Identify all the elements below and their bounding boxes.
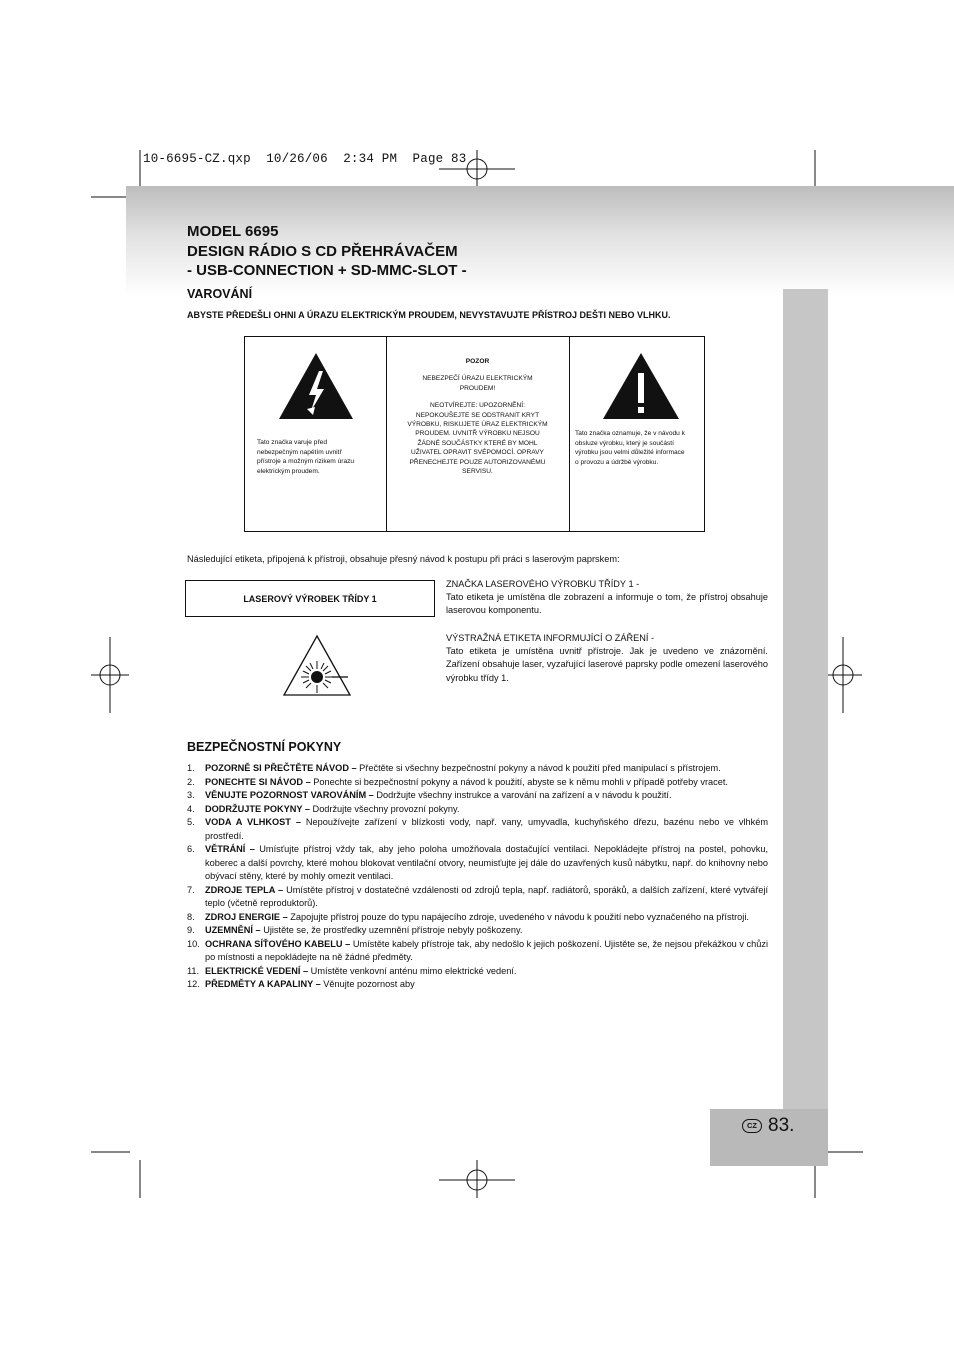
list-item: 9. UZEMNĚNÍ – Ujistěte se, že prostředky uzemnění přístroje nebyly poškozeny. bbox=[187, 925, 523, 935]
list-item: 7. ZDROJE TEPLA – Umístěte přístroj v dostatečné vzdálenosti od zdrojů tepla, např. radiátorů, sporáků, a dalších zařízení, které vytvářejí teplo (včetně reproduktorů). bbox=[187, 884, 768, 908]
list-item: 2. PONECHTE SI NÁVOD – Ponechte si bezpečnostní pokyny a návod k použití, abyste se k němu mohli v případě potřeby vracet. bbox=[187, 776, 728, 787]
warning-table bbox=[244, 336, 705, 532]
page-title bbox=[187, 222, 467, 281]
laser-label-2-body: Tato etiketa je umístěna uvnitř přístroje. Jak je uvedeno ve znázornění. Zařízení obsahuje laser, vyzařující laserové paprsky podle omezení laserového výrobku třídy 1. bbox=[446, 646, 768, 683]
laser-label-2-title: VÝSTRAŽNÁ ETIKETA INFORMUJÍCÍ O ZÁŘENÍ - bbox=[446, 633, 655, 643]
center-warning-text: POZOR NEBEZPEČÍ ÚRAZU ELEKTRICKÝM PROUDEM! NEOTVÍREJTE: UPOZORNĚNÍ: NEPOKOUŠEJTE SE ODSTRANIT KRYT VÝROBKU, RISKUJETE ÚRAZ ELEKTRICKÝM PROUDEM. UVNITŘ VÝROBKU NEJSOU ŽÁDNÉ SOUČÁSTKY KTERÉ BY MOHL UŽIVATEL OPRAVIT SVÉPOMOCÍ. OPRAVY PŘENECHEJTE POUZE AUTORIZOVANÉMU SERVISU. bbox=[386, 357, 569, 484]
left-warning-text: Tato značka varuje před nebezpečným napětím uvnitř přístroje a možným rizikem úrazu elektrickým proudem. bbox=[257, 439, 355, 475]
list-item: 8. ZDROJ ENERGIE – Zapojujte přístroj pouze do typu napájecího zdroje, uvedeného v návodu k použití nebo vyznačeného na přístroji. bbox=[187, 911, 749, 922]
page-number bbox=[742, 1115, 794, 1137]
list-item: 5. VODA A VLHKOST – Nepoužívejte zařízení v blízkosti vody, např. vany, umyvadla, kuchyňského dřezu, bazénu nebo ve vlhkém prostředí. bbox=[187, 817, 768, 841]
laser-label-1-text bbox=[446, 578, 768, 618]
laser-label-1-title: ZNAČKA LASEROVÉHO VÝROBKU TŘÍDY 1 - bbox=[446, 579, 640, 589]
center-title: POZOR bbox=[465, 358, 490, 365]
safety-list bbox=[187, 762, 768, 992]
title-product: DESIGN RÁDIO S CD PŘEHRÁVAČEM bbox=[187, 242, 458, 260]
list-item: 6. VĚTRÁNÍ – Umísťujte přístroj vždy tak, aby jeho poloha umožňovala dostačující ventilaci. Nepokládejte přístroj na postel, pohovku, koberec a další povrchy, které mohou blokovat ventilační otvory, neumisťujte jej dále do uzavřených kusů nábytku, např. do knihovny nebo obývací stěny, které by mohly omezit ventilaci. bbox=[187, 844, 768, 881]
title-features: - USB-CONNECTION + SD-MMC-SLOT - bbox=[187, 262, 467, 279]
lightning-warning-icon bbox=[277, 351, 355, 421]
exclamation-warning-icon bbox=[601, 351, 681, 421]
print-slug: 10-6695-CZ.qxp 10/26/06 2:34 PM Page 83 bbox=[143, 152, 467, 166]
laser-label-2-text bbox=[446, 632, 768, 685]
laser-class-label: LASEROVÝ VÝROBEK TŘÍDY 1 bbox=[185, 580, 435, 617]
laser-radiation-icon bbox=[282, 634, 352, 698]
list-item: 10. OCHRANA SÍŤOVÉHO KABELU – Umístěte kabely přístroje tak, aby nedošlo k jejich poškození. Ujistěte se, že nejsou překážkou v chůzi po místnosti a nepokládejte na ně žádné předměty. bbox=[187, 938, 769, 962]
side-bar bbox=[783, 289, 828, 1109]
list-item: 1. POZORNĚ SI PŘEČTĚTE NÁVOD – Přečtěte si všechny bezpečnostní pokyny a návod k použití před manipulací s přístrojem. bbox=[187, 763, 721, 773]
title-model: MODEL 6695 bbox=[187, 223, 279, 240]
laser-intro: Následující etiketa, připojená k přístroji, obsahuje přesný návod k postupu při práci s laserovým paprskem: bbox=[187, 554, 620, 564]
list-item: 4. DODRŽUJTE POKYNY – Dodržujte všechny provozní pokyny. bbox=[187, 803, 460, 814]
list-item: 3. VĚNUJTE POZORNOST VAROVÁNÍM – Dodržujte všechny instrukce a varování na zařízení a v návodu k použití. bbox=[187, 790, 672, 800]
page-number-value: 83. bbox=[768, 1115, 795, 1136]
list-item: 12. PŘEDMĚTY A KAPALINY – Věnujte pozornost aby bbox=[187, 979, 415, 989]
list-item: 11. ELEKTRICKÉ VEDENÍ – Umístěte venkovní anténu mimo elektrické vedení. bbox=[187, 965, 517, 976]
warning-line: ABYSTE PŘEDEŠLI OHNI A ÚRAZU ELEKTRICKÝM PROUDEM, NEVYSTAVUJTE PŘÍSTROJ DEŠTI NEBO VLHKU. bbox=[187, 310, 671, 320]
safety-heading: BEZPEČNOSTNÍ POKYNY bbox=[187, 740, 342, 754]
warning-heading: VAROVÁNÍ bbox=[187, 287, 253, 301]
laser-label-1-body: Tato etiketa je umístěna dle zobrazení a informuje o tom, že přístroj obsahuje laserovou komponentu. bbox=[446, 592, 768, 616]
language-badge: CZ bbox=[742, 1119, 762, 1133]
right-warning-text: Tato značka oznamuje, že v návodu k obsluze výrobku, který je součástí výrobku jsou velmi důležité informace o provozu a údržbě výrobku. bbox=[575, 430, 685, 466]
